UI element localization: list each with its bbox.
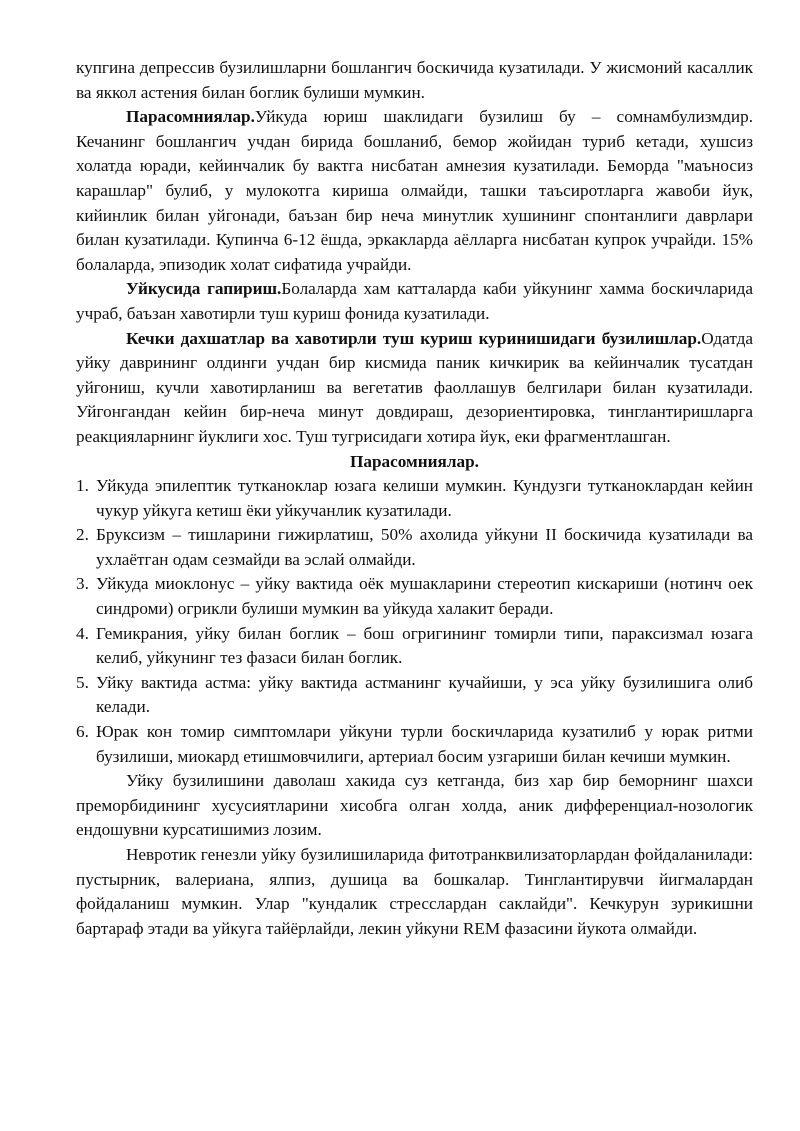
list-item-text: Гемикрания, уйку билан боглик – бош огригининг томирли типи, параксизмал юзага келиб, уйкунинг тез фазаси билан боглик. xyxy=(96,623,753,668)
list-item-number: 4. xyxy=(76,623,89,643)
paragraph-sleep-talking-heading: Уйкусида гапириш. xyxy=(126,279,282,299)
paragraph-phytotherapy: Невротик генезли уйку бузилишиларида фитотранквилизаторлардан фойдаланилади: пустырник, валериана, ялпиз, душица ва бошкалар. Тинглантирувчи йигмалардан фойдаланиш мумкин. Улар "кундалик стресслардан саклайди". Кечкурун зурикишни бартараф этади ва уйкуга тайёрлайди, лекин уйкуни REM фазасини йукота олмайди. xyxy=(76,845,753,938)
paragraph-parasomnias xyxy=(76,105,753,277)
paragraph-parasomnias-heading: Парасомниялар. xyxy=(126,107,255,127)
paragraph-sleep-talking-text: Болаларда хам катталарда каби уйкунинг хамма боскичларида учраб, баъзан хавотирли туш куриш фонида кузатилади. xyxy=(76,279,753,323)
paragraph-night-terrors-heading: Кечки дахшатлар ва хавотирли туш куриш куринишидаги бузилишлар. xyxy=(126,328,702,348)
document-page xyxy=(76,56,753,941)
list-item xyxy=(76,572,753,621)
list-item-text: Уйкуда миоклонус – уйку вактида оёк мушакларини стереотип кискариши (нотинч оек синдроми) огрикли булиши мумкин ва уйкуда халакит беради. xyxy=(96,574,753,619)
list-item-number: 3. xyxy=(76,574,89,594)
paragraph-intro xyxy=(76,56,753,105)
list-item-text: Уйкуда эпилептик тутканоклар юзага келиши мумкин. Кундузги тутканоклардан кейин чукур уйкуга кетиш ёки уйкучанлик кузатилади. xyxy=(96,476,753,520)
paragraph-night-terrors-text: Одатда уйку даврининг олдинги учдан бир кисмида паник кичкирик ва кейинчалик тусатдан уйгониш, кучли хавотирланиш ва вегетатив фаоллашув белгилари билан кузатилади. Уйгонгандан кейин бир-неча минут довдираш, дезориентировка, тинглантиришларга реакцияларнинг йуклиги хос. Туш тугрисидаги хотира йук, еки фрагментлашган. xyxy=(76,328,753,446)
list-item-text: Юрак кон томир симптомлари уйкуни турли боскичларида кузатилиб у юрак ритми бузилиши, миокард етишмовчилиги, артериал босим узгариши билан кечиши мумкин. xyxy=(96,722,753,766)
paragraph-night-terrors xyxy=(76,327,753,450)
list-item xyxy=(76,523,753,572)
list-item xyxy=(76,622,753,671)
list-item-text: Уйку вактида астма: уйку вактида астманинг кучайиши, у эса уйку бузилишига олиб келади. xyxy=(96,672,753,717)
paragraph-parasomnias-text: Уйкуда юриш шаклидаги бузилиш бу – сомнамбулизмдир. Кечанинг бошлангич учдан бирида бошланиб, бемор жойидан туриб кетади, хушсиз холатда юради, кейинчалик бу вактга нисбатан амнезия кузатилади. Беморда "маъносиз карашлар" булиб, у мулокотга кириша олмайди, ташки таъсиротларга жавоби йук, кийинлик билан уйгонади, баъзан бир неча минутлик хушининг спонтанлиги даврлари билан кузатилади. Купинча 6-12 ёшда, эркакларда аёлларга нисбатан купрок учрайди. 15% болаларда, эпизодик холат сифатида учрайди. xyxy=(76,107,753,274)
list-item xyxy=(76,474,753,523)
list-item-number: 6. xyxy=(76,722,89,742)
list-item-number: 2. xyxy=(76,525,89,545)
list-item-number: 1. xyxy=(76,476,89,496)
list-item-text: Бруксизм – тишларини гижирлатиш, 50% ахолида уйкуни II боскичида кузатилади ва ухлаётган одам сезмайди ва эслай олмайди. xyxy=(96,525,753,569)
list-item xyxy=(76,720,753,769)
list-item xyxy=(76,671,753,720)
parasomnia-list xyxy=(76,474,753,769)
list-item-number: 5. xyxy=(76,672,89,692)
paragraph-sleep-talking xyxy=(76,277,753,326)
paragraph-intro-text: купгина депрессив бузилишларни бошлангич боскичида кузатилади. У жисмоний касаллик ва яккол астения билан боглик булиши мумкин. xyxy=(76,58,753,102)
section-heading: Парасомниялар. xyxy=(350,451,479,471)
paragraph-treatment: Уйку бузилишини даволаш хакида суз кетганда, биз хар бир беморнинг шахси преморбидининг хусусиятларини хисобга олган холда, аник дифференциал-нозологик ендошувни курсатишимиз лозим. xyxy=(76,771,753,840)
